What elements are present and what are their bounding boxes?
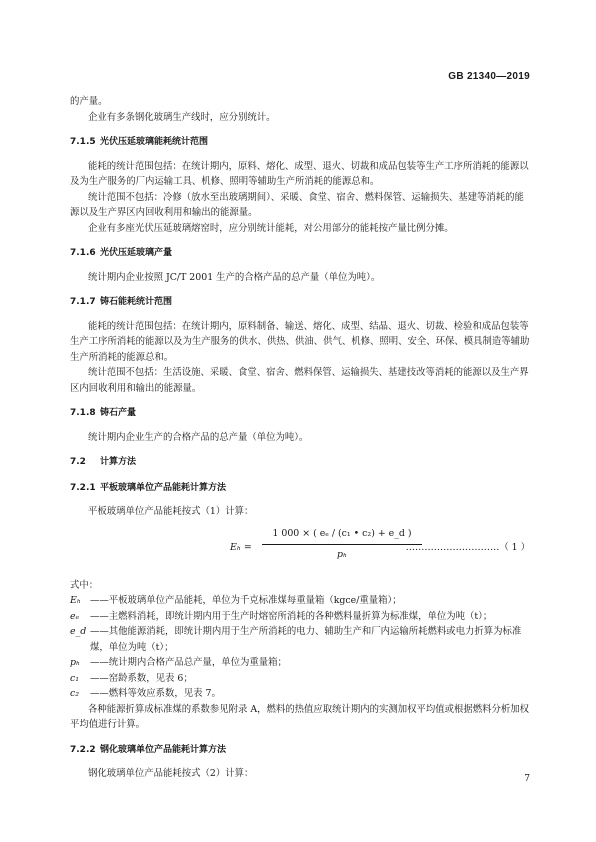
definition-text: ——主燃料消耗，即统计期内用于生产时熔窑所消耗的各种燃料量折算为标准煤，单位为吨（t）； bbox=[90, 610, 493, 622]
section-number: 7.1.6 bbox=[70, 248, 96, 258]
symbol: c₁ bbox=[70, 672, 80, 684]
section-title: 铸石能耗统计范围 bbox=[100, 297, 173, 307]
formula-lhs: Eₕ = bbox=[230, 541, 252, 553]
section-heading bbox=[70, 481, 530, 497]
equation-number: …………………………（ 1 ） bbox=[405, 541, 530, 553]
section-title: 平板玻璃单位产品能耗计算方法 bbox=[100, 482, 227, 493]
section-heading bbox=[70, 295, 530, 311]
section-number: 7.1.5 bbox=[70, 137, 96, 147]
definition-text: ——平板玻璃单位产品能耗，单位为千克标准煤每重量箱（kgce/重量箱）； bbox=[90, 595, 402, 606]
paragraph: 企业有多座光伏压延玻璃熔窑时，应分别统计能耗，对公用部分的能耗按产量比例分摊。 bbox=[88, 222, 454, 234]
paragraph: 式中： bbox=[70, 579, 99, 591]
symbol: e_d bbox=[70, 626, 87, 637]
symbol-definition bbox=[70, 686, 530, 702]
section-heading bbox=[70, 135, 530, 151]
symbol-definition bbox=[70, 593, 530, 609]
section-heading bbox=[70, 455, 530, 471]
section-title: 钢化玻璃单位产品能耗计算方法 bbox=[100, 744, 227, 755]
paragraph: 能耗的统计范围包括：在统计期内，原料、熔化、成型、退火、切裁和成品包装等生产工序所消耗的能源以及为生产服务的厂内运输工具、机修、照明等辅助生产所消耗的能源总和。 bbox=[70, 160, 529, 187]
paragraph: 统计期内企业按照 JC/T 2001 生产的合格产品的总产量（单位为吨）。 bbox=[88, 271, 381, 283]
symbol-definition bbox=[70, 671, 530, 687]
symbol: Eₕ bbox=[70, 595, 81, 606]
symbol: eₑ bbox=[70, 610, 80, 622]
page-number: 7 bbox=[524, 774, 530, 784]
symbol-definition bbox=[70, 609, 530, 625]
paragraph: 钢化玻璃单位产品能耗按式（2）计算： bbox=[88, 768, 254, 779]
section-heading bbox=[70, 743, 530, 759]
paragraph: 能耗的统计范围包括：在统计期内，原料制备、输送、熔化、成型、结晶、退火、切裁、检验和成品包装等生产工序所消耗的能源以及为生产服务的供水、供热、供油、供气、机修、照明、安全、环保、模具制造等辅助生产所消耗的能源总和。 bbox=[70, 320, 530, 363]
section-number: 7.2 bbox=[70, 457, 86, 467]
section-number: 7.2.1 bbox=[70, 482, 96, 493]
section-heading bbox=[70, 406, 530, 422]
symbol: c₂ bbox=[70, 688, 80, 699]
formula-fraction bbox=[262, 526, 422, 563]
section-number: 7.1.8 bbox=[70, 408, 96, 418]
section-heading bbox=[70, 246, 530, 262]
formula-numerator: 1 000 × ( eₑ / (c₁ • c₂) + e_d ) bbox=[262, 526, 422, 546]
symbol: pₕ bbox=[70, 657, 81, 668]
section-title: 光伏压延玻璃产量 bbox=[100, 248, 173, 258]
paragraph: 统计期内企业生产的合格产品的总产量（单位为吨）。 bbox=[88, 431, 309, 443]
document-body bbox=[70, 94, 530, 782]
paragraph: 统计范围不包括：生活设施、采暖、食堂、宿舍、燃料保管、运输损失、基建技改等消耗的能源以及生产界区内回收利用和输出的能源量。 bbox=[70, 367, 529, 394]
paragraph: 统计范围不包括：冷修（放水至出玻璃期间）、采暖、食堂、宿舍、燃料保管、运输损失、基建等消耗的能源以及生产界区内回收利用和输出的能源量。 bbox=[70, 191, 524, 218]
section-number: 7.2.2 bbox=[70, 744, 96, 755]
definition-text: ——统计期内合格产品总产量，单位为重量箱； bbox=[90, 657, 287, 668]
definition-text: ——燃料等效应系数，见表 7。 bbox=[90, 688, 221, 699]
paragraph: 平板玻璃单位产品能耗按式（1）计算： bbox=[88, 506, 254, 517]
section-title: 铸石产量 bbox=[100, 408, 137, 418]
standard-code: GB 21340—2019 bbox=[448, 71, 530, 82]
symbol-definition bbox=[70, 655, 530, 671]
paragraph: 各种能源折算成标准煤的系数参见附录 A，燃料的热值应取统计期内的实测加权平均值或根据燃料分析加权平均值进行计算。 bbox=[70, 703, 530, 730]
definition-text: ——窑龄系数，见表 6； bbox=[90, 672, 193, 684]
section-title: 光伏压延玻璃能耗统计范围 bbox=[100, 137, 209, 147]
section-number: 7.1.7 bbox=[70, 297, 96, 307]
paragraph: 企业有多条钢化玻璃生产线时，应分别统计。 bbox=[88, 111, 276, 123]
formula-1 bbox=[70, 526, 530, 572]
definition-text: ——其他能源消耗，即统计期内用于生产所消耗的电力、辅助生产和厂内运输所耗燃料或电力折算为标准煤，单位为吨（t）； bbox=[90, 626, 522, 653]
symbol-definition bbox=[70, 624, 530, 655]
section-title: 计算方法 bbox=[100, 457, 137, 467]
paragraph: 的产量。 bbox=[70, 96, 108, 107]
formula-denominator: pₕ bbox=[336, 549, 348, 560]
